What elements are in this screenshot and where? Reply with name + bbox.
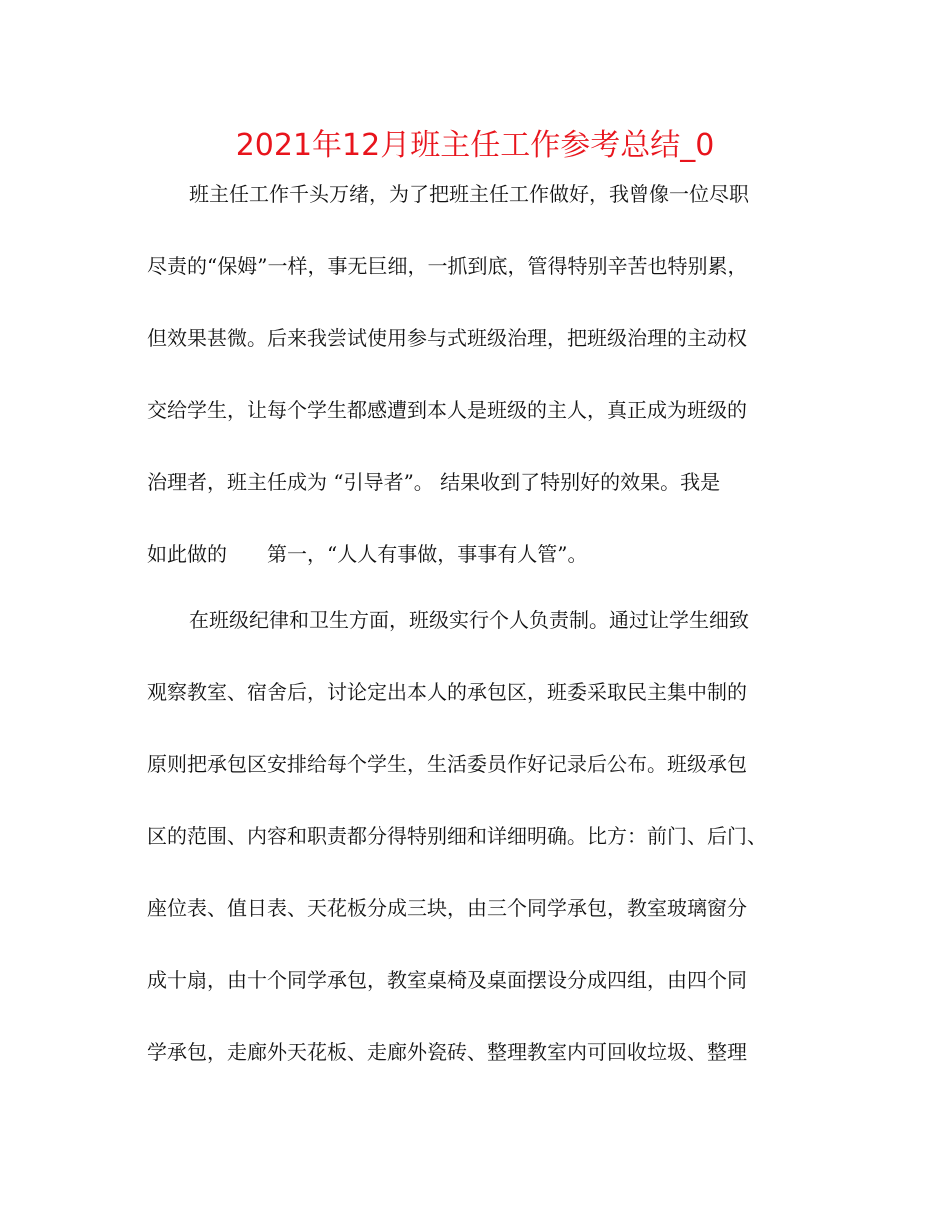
paragraph-line: 座位表、值日表、天花板分成三块，由三个同学承包，教室玻璃窗分 bbox=[147, 896, 747, 920]
paragraph-line: 班主任工作千头万绪，为了把班主任工作做好，我曾像一位尽职 bbox=[189, 182, 749, 206]
paragraph-line: 治理者，班主任成为 “引导者”。 结果收到了特别好的效果。我是 bbox=[147, 470, 721, 494]
paragraph-line: 尽责的“保姆”一样，事无巨细，一抓到底，管得特别辛苦也特别累， bbox=[147, 254, 748, 278]
paragraph-line: 在班级纪律和卫生方面，班级实行个人负责制。通过让学生细致 bbox=[189, 608, 749, 632]
paragraph-line: 区的范围、内容和职责都分得特别细和详细明确。比方：前门、后门、 bbox=[147, 824, 767, 848]
paragraph-line: 交给学生，让每个学生都感遭到本人是班级的主人，真正成为班级的 bbox=[147, 398, 747, 422]
paragraph-line: 成十扇，由十个同学承包，教室桌椅及桌面摆设分成四组，由四个同 bbox=[147, 968, 747, 992]
paragraph-line: 观察教室、宿舍后，讨论定出本人的承包区，班委采取民主集中制的 bbox=[147, 680, 747, 704]
paragraph-line: 如此做的 第一，“人人有事做，事事有人管”。 bbox=[147, 542, 588, 566]
paragraph-line: 原则把承包区安排给每个学生，生活委员作好记录后公布。班级承包 bbox=[147, 752, 747, 776]
document-title: 2021年12月班主任工作参考总结_0 bbox=[235, 128, 715, 163]
paragraph-line: 学承包，走廊外天花板、走廊外瓷砖、整理教室内可回收垃圾、整理 bbox=[147, 1040, 747, 1064]
paragraph-line: 但效果甚微。后来我尝试使用参与式班级治理，把班级治理的主动权 bbox=[147, 326, 747, 350]
